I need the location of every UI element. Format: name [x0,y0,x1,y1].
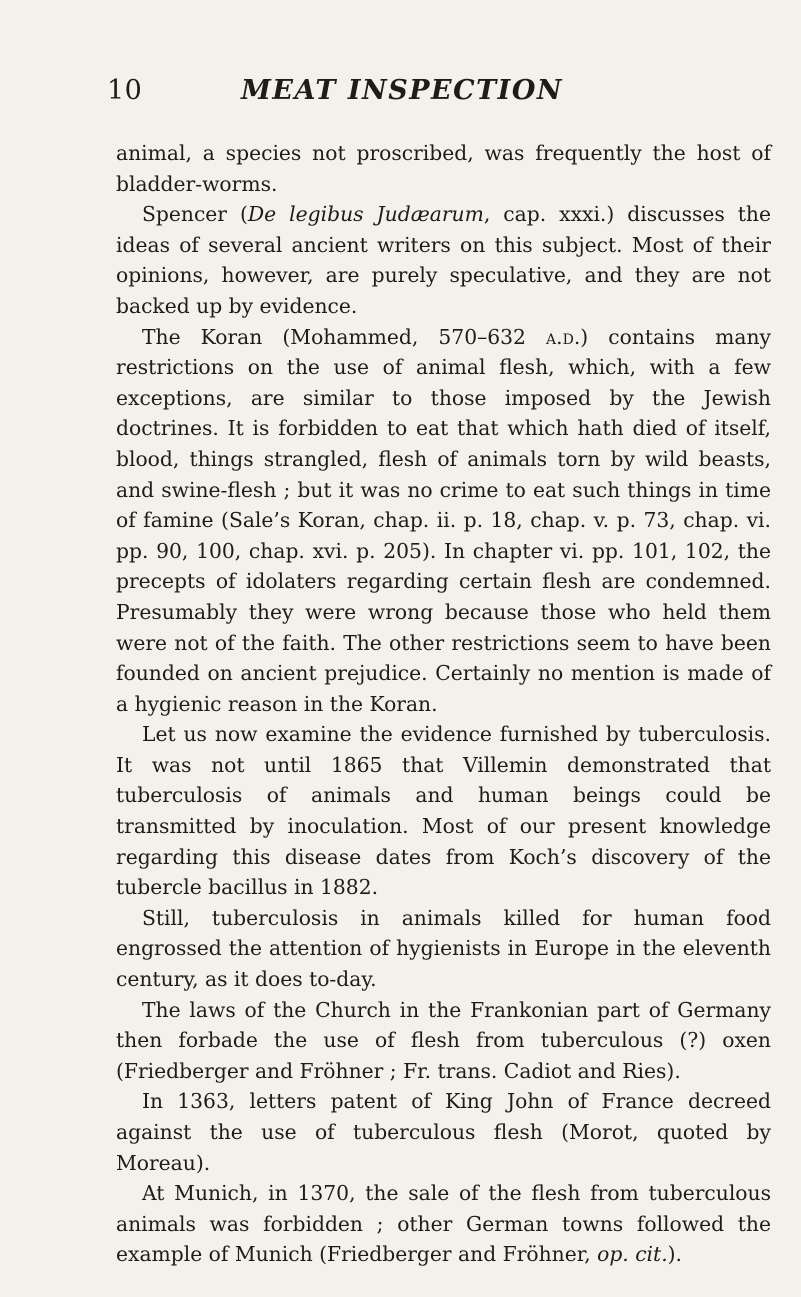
text-segment: At Munich, in 1370, the sale of the flesh from tuberculous animals was forbidden ; other German towns followed the example of Munich (Friedberger and Fröhner, [116,1181,771,1267]
page-number: 10 [107,75,143,106]
text-segment: ) contains many restrictions on the use of animal flesh, which, with a few exceptions, are similar to those imposed by the Jewish doctrines. It is forbidden to eat that which hath died of itself, blood, things strangled, flesh of animals torn by wild beasts, and swine-flesh ; but it was no crime to eat such things in time of famine (Sale’s Koran, chap. ii. p. 18, chap. v. p. 73, chap. vi. pp. 90, 100, chap. xvi. p. 205). In chapter vi. pp. 101, 102, the precepts of idolaters regarding certain flesh are condemned. Presumably they were wrong because those who held them were not of the faith. The other restrictions seem to have been founded on ancient prejudice. Certainly no mention is made of a hygienic reason in the Koran. [116,324,772,716]
text-segment: Spencer ( [142,202,248,227]
text-segment: The laws of the Church in the Frankonian part of Germany then forbade the use of flesh from tuberculous (?) oxen (Friedberger and Fröhner ; Fr. trans. Cadiot and Ries). [116,997,771,1083]
text-segment: ). [667,1242,682,1267]
paragraph [116,138,771,199]
text-segment: Let us now examine the evidence furnished by tuberculosis. It was not until 1865 that Villemin demonstrated that tuberculosis of animals and human beings could be transmitted by inoculation. Most of our present knowledge regarding this disease dates from Koch’s discovery of the tubercle bacillus in 1882. [116,722,771,900]
body-text [116,138,771,1270]
paragraph [116,719,771,903]
paragraph [116,1086,771,1178]
small-caps-text: a.d. [546,324,581,349]
text-segment: animal, a species not proscribed, was frequently the host of bladder-worms. [116,141,771,196]
paragraph [116,322,771,720]
italic-text: De legibus Judæarum [247,202,484,227]
page-header [107,76,697,116]
running-title: MEAT INSPECTION [240,75,564,106]
text-segment: The Koran (Mohammed, 570–632 [142,324,547,349]
text-segment: Still, tuberculosis in animals killed for human food engrossed the attention of hygienists in Europe in the eleventh century, as it does to-day. [116,905,771,992]
text-segment: In 1363, letters patent of King John of France decreed against the use of tuberculous flesh (Morot, quoted by Moreau). [116,1089,771,1175]
paragraph [116,903,771,995]
paragraph [116,995,771,1087]
paragraph [116,199,771,321]
text-segment: , cap. xxxi.) discusses the ideas of several ancient writers on this subject. Most of their opinions, however, are purely speculative, and they are not backed up by evidence. [116,202,771,318]
italic-text: op. cit. [597,1242,668,1267]
paragraph [116,1178,771,1270]
